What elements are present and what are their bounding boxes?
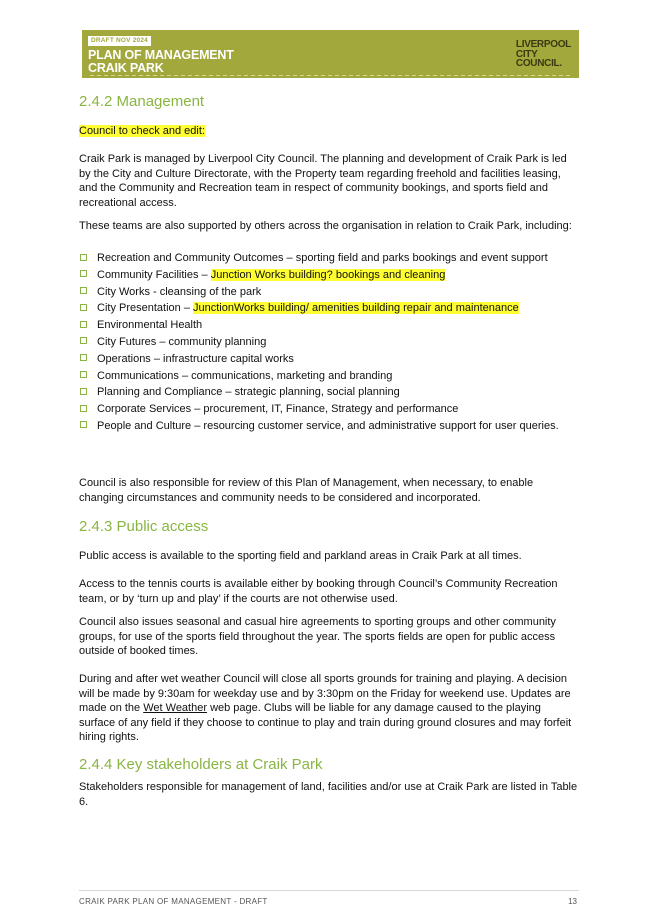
list-item [79,369,579,384]
checkbox-bullet-icon [80,421,87,428]
wet-weather-link[interactable]: Wet Weather [143,702,208,714]
list-item [79,301,579,316]
public-access-paragraph-1: Public access is available to the sporting field and parkland areas in Craik Park at all times. [79,550,522,562]
list-item-text: People and Culture – resourcing customer service, and administrative support for user queries. [97,419,559,432]
logo-line2: CITY [515,48,538,60]
list-item-highlight: Junction Works building? bookings and cleaning [210,268,446,281]
logo-line3: COUNCIL. [515,58,562,69]
list-item-text: Recreation and Community Outcomes – sporting field and parks bookings and event support [97,252,548,264]
public-access-paragraph-2: Access to the tennis courts is available either by booking through Council’s Community Recreation team, or by ‘turn up and play’ if the courts are not otherwise used. [79,578,558,605]
checkbox-bullet-icon [80,354,87,361]
list-item-text: Community Facilities – [97,268,211,281]
section-heading-stakeholders: 2.4.4 Key stakeholders at Craik Park [79,756,323,773]
list-item [79,251,579,266]
checkbox-bullet-icon [80,321,87,328]
list-item-text: Planning and Compliance – strategic planning, social planning [97,386,400,399]
draft-badge: DRAFT NOV 2024 [88,36,151,46]
public-access-paragraph-3: Council also issues seasonal and casual hire agreements to sporting groups and other community groups, for use of the sports field throughout the year. The sports fields are open for public access outside of booked times. [79,616,556,657]
list-item-text: Environmental Health [97,319,203,332]
management-teams-list [79,251,579,436]
list-item [79,335,579,350]
list-item-text: City Presentation – [97,302,193,315]
footer-rule [79,890,579,891]
list-item-highlight: JunctionWorks building/ amenities building repair and maintenance [193,302,519,315]
public-access-paragraph-4: During and after wet weather Council will close all sports grounds for training and playing. A decision will be made by 9:30am for weekday use and by 3:30pm on the Friday for weekend use. Updates are made on the Wet Weather web page. Clubs will be liable for any damage caused to the playing surface of any field if they choose to continue to play and train during ground closures and may forfeit hiring rights. [79,673,572,743]
list-item-text: City Futures – community planning [97,335,267,348]
council-logo [516,40,571,69]
list-item-text: Corporate Services – procurement, IT, Finance, Strategy and performance [97,403,459,416]
edit-note-highlight: Council to check and edit: [79,125,205,137]
checkbox-bullet-icon [80,388,87,395]
list-item [79,285,579,300]
checkbox-bullet-icon [80,405,87,412]
list-item [79,318,579,333]
header-title-line1: PLAN OF MANAGEMENT [88,48,234,62]
management-paragraph-2: These teams are also supported by others across the organisation in relation to Craik Park, including: [79,220,572,232]
list-item [79,268,579,283]
section-heading-management: 2.4.2 Management [79,93,205,110]
checkbox-bullet-icon [80,371,87,378]
list-item [79,419,579,434]
list-item [79,385,579,400]
stakeholders-paragraph-1: Stakeholders responsible for management of land, facilities and/or use at Craik Park are listed in Table 6. [79,781,578,808]
list-item-text: City Works - cleansing of the park [97,285,262,298]
checkbox-bullet-icon [80,304,87,311]
edit-note [79,124,579,139]
page-number: 13 [568,897,577,906]
footer-document-title: CRAIK PARK PLAN OF MANAGEMENT - DRAFT [79,897,268,906]
logo-line1: LIVERPOOL [515,39,571,50]
list-item [79,402,579,417]
header-title-line2: CRAIK PARK [88,61,164,75]
list-item-text: Operations – infrastructure capital works [97,352,294,365]
management-paragraph-3: Council is also responsible for review of this Plan of Management, when necessary, to enable changing circumstances and community needs to be considered and incorporated. [79,477,534,504]
checkbox-bullet-icon [80,270,87,277]
management-paragraph-1: Craik Park is managed by Liverpool City Council. The planning and development of Craik Park is led by the City and Culture Directorate, with the Property team regarding freehold and facilities leasing, and the Community and Recreation team in respect of community bookings, and sports field and recreational access. [79,153,567,209]
page-header [82,30,579,78]
checkbox-bullet-icon [80,337,87,344]
list-item-text: Communications – communications, marketing and branding [97,369,393,382]
checkbox-bullet-icon [80,254,87,261]
list-item [79,352,579,367]
checkbox-bullet-icon [80,287,87,294]
section-heading-public-access: 2.4.3 Public access [79,518,209,535]
header-dash-rule [90,75,571,76]
